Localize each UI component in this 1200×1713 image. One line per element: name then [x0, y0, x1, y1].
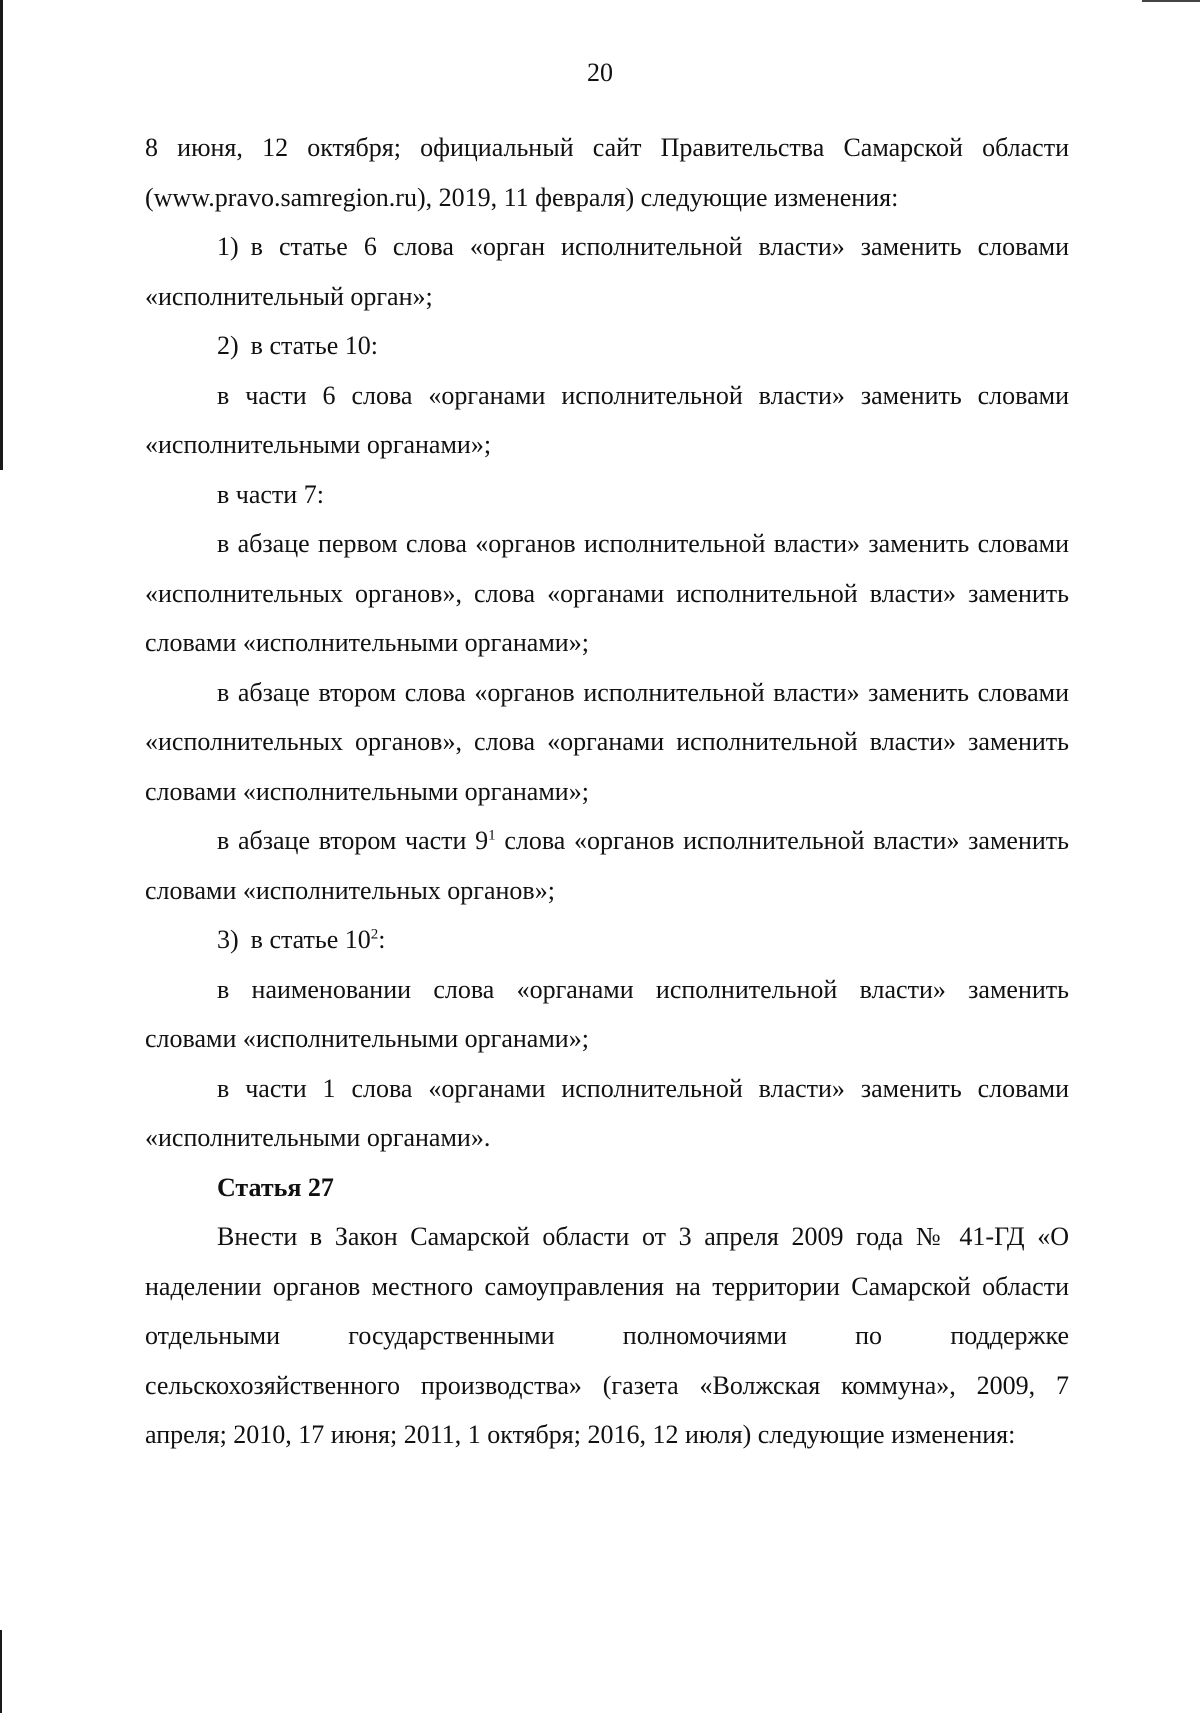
item-2-part-6: в части 6 слова «органами исполнительной власти» заменить словами «исполнительными органами»;: [145, 380, 1069, 459]
intro-paragraph: 8 июня, 12 октября; официальный сайт Правительства Самарской области (www.pravo.samregion.ru), 2019, 11 февраля) следующие изменения:: [145, 133, 1069, 212]
item-2: [145, 321, 1069, 371]
scan-edge-top: [1142, 0, 1200, 2]
item-3-superscript: 2: [370, 926, 379, 943]
item-1: [145, 222, 1069, 321]
item-2-part-7: в части 7:: [217, 479, 324, 509]
item-3-before: в статье 10: [250, 925, 371, 954]
item-3-number: 3): [217, 925, 239, 954]
item-2-part-9-1-after: слова «органов исполнительной власти» заменить словами «исполнительных органов»;: [145, 826, 1070, 905]
item-3-after: :: [378, 925, 386, 954]
item-3-title: в наименовании слова «органами исполнительной власти» заменить словами «исполнительными органами»;: [145, 974, 1069, 1053]
item-2-part-9-1-superscript: 1: [488, 827, 496, 844]
article-27-text: Внести в Закон Самарской области от 3 апреля 2009 года № 41-ГД «О наделении органов местного самоуправления на территории Самарской области отдельными государственными полномочиями по поддержке сельскохозяйственного производства» (газета «Волжская коммуна», 2009, 7 апреля; 2010, 17 июня; 2011, 1 октября; 2016, 12 июля) следующие изменения:: [145, 1222, 1069, 1449]
item-2-part-9-1: [145, 816, 1069, 915]
item-3-part-1: в части 1 слова «органами исполнительной власти» заменить словами «исполнительными органами».: [145, 1073, 1069, 1152]
item-2-text: в статье 10:: [250, 331, 379, 360]
item-3: [145, 915, 1069, 965]
item-2-part-7-paragraph-1: в абзаце первом слова «органов исполнительной власти» заменить словами «исполнительных органов», слова «органами исполнительной власти» заменить словами «исполнительными органами»;: [145, 529, 1069, 657]
article-27-heading: Статья 27: [217, 1172, 334, 1202]
document-body: [145, 123, 1069, 1460]
item-2-number: 2): [217, 331, 239, 360]
page-number: 20: [587, 58, 613, 87]
item-1-number: 1): [217, 232, 239, 261]
scan-edge-left-bottom: [0, 1630, 2, 1713]
item-2-part-9-1-before: в абзаце втором части 9: [217, 826, 489, 855]
item-2-part-7-paragraph-2: в абзаце втором слова «органов исполнительной власти» заменить словами «исполнительных органов», слова «органами исполнительной власти» заменить словами «исполнительными органами»;: [145, 677, 1069, 806]
item-1-text: в статье 6 слова «орган исполнительной власти» заменить словами «исполнительный орган»;: [145, 232, 1069, 311]
